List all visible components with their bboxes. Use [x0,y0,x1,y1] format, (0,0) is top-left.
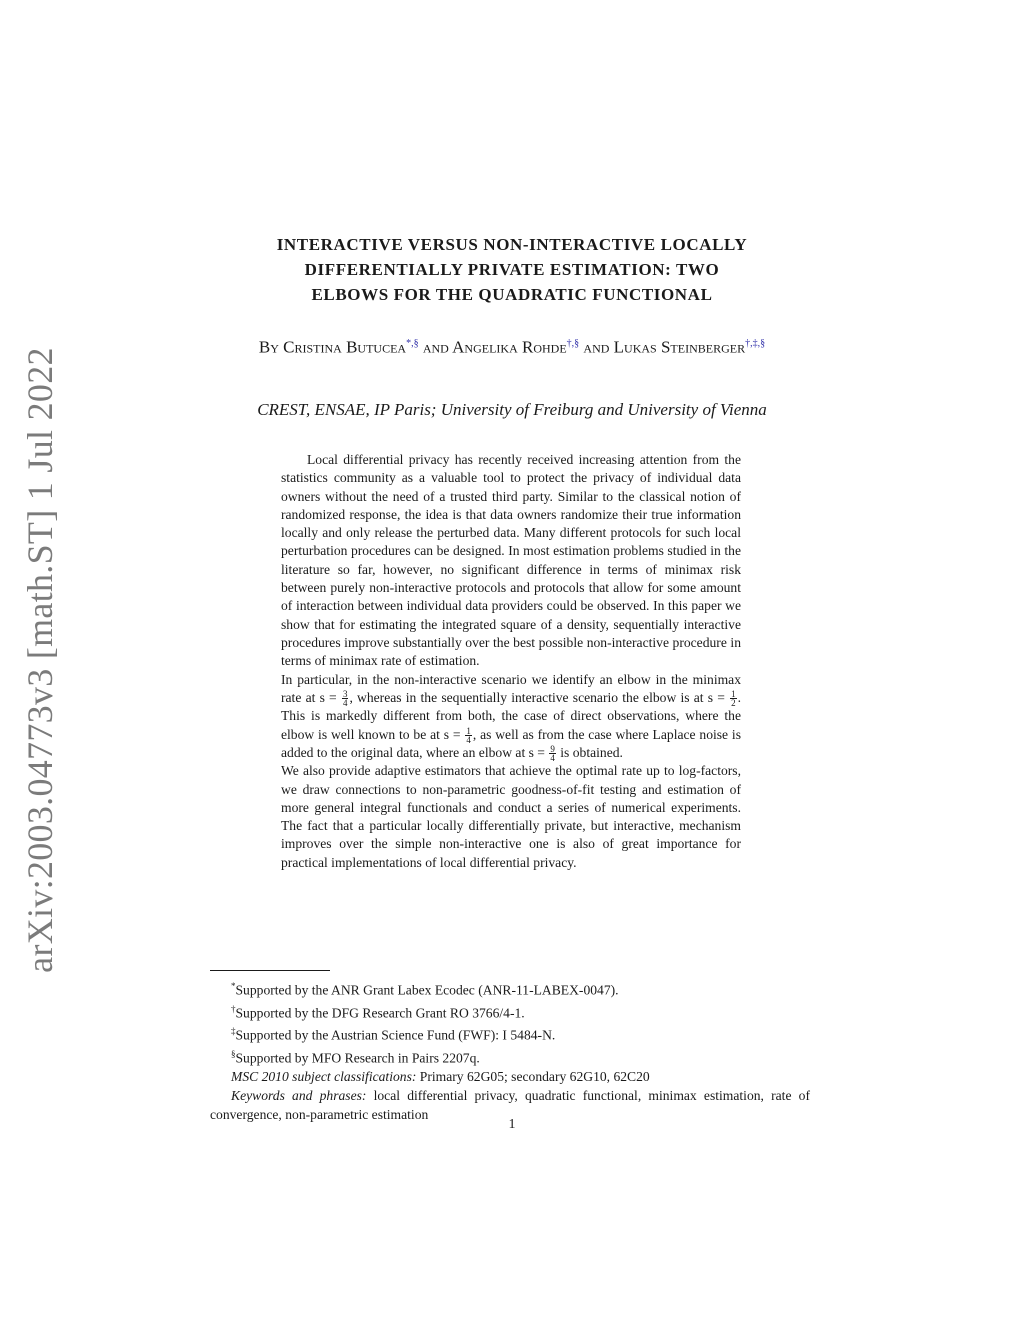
footnote-rule [210,970,330,971]
arxiv-identifier: arXiv:2003.04773v3 [math.ST] 1 Jul 2022 [20,347,60,973]
footnotes [210,977,810,1124]
affiliation: CREST, ENSAE, IP Paris; University of Freiburg and University of Vienna [257,400,767,419]
fraction-numerator: 1 [466,725,471,736]
footnote [210,1000,810,1023]
footnote-mark: † [231,1003,236,1014]
and-label: and [422,337,449,357]
title-line: ELBOWS FOR THE QUADRATIC FUNCTIONAL [311,285,713,304]
footnote-mark: § [231,1048,236,1059]
msc-text: Primary 62G05; secondary 62G10, 62C20 [416,1069,650,1085]
fraction-denominator: 4 [466,734,471,745]
by-label: By [258,337,279,357]
author-name: Lukas Steinberger [613,337,746,357]
footnote [210,977,810,1000]
fraction-numerator: 1 [731,689,736,700]
footnote-text: Supported by the DFG Research Grant RO 3766/4-1. [235,1005,525,1021]
fraction-denominator: 2 [731,698,736,709]
fraction-numerator: 3 [342,689,348,700]
paper-title [200,232,824,307]
author-name: Cristina Butucea [283,337,407,357]
and-label: and [583,337,610,357]
msc-label: MSC 2010 subject classifications: [231,1069,417,1085]
fraction-numerator: 9 [550,744,555,755]
abstract-paragraph [281,671,741,763]
footnote-mark: * [231,981,236,991]
abstract [281,451,741,872]
abstract-text: , as well as from the case where Laplace noise is added to the original data, where an elbow at s = [281,726,741,760]
author-list [210,333,814,359]
footnote [210,1045,810,1068]
footnote [210,1022,810,1045]
abstract-text: In particular, in the non-interactive scenario we identify an elbow in the minimax rate at s = [281,671,741,705]
fraction [730,690,737,707]
author-footnote-marks[interactable]: †,§ [566,338,580,349]
title-line: DIFFERENTIALLY PRIVATE ESTIMATION: TWO [304,260,720,279]
abstract-text: . This is markedly different from both, the case of direct observations, where the elbow is well known to be at s = [281,689,742,742]
fraction-denominator: 4 [550,753,555,764]
author-name: Angelika Rohde [452,337,567,357]
fraction [465,727,472,744]
footnote-mark: ‡ [231,1026,236,1037]
author-footnote-marks[interactable]: †,‡,§ [745,338,766,349]
page-number: 1 [508,1117,516,1132]
msc-classification [210,1067,810,1086]
footnote-text: Supported by the ANR Grant Labex Ecodec (ANR-11-LABEX-0047). [235,982,619,998]
fraction-denominator: 4 [342,698,348,709]
abstract-text: is obtained. [556,744,623,760]
abstract-paragraph: We also provide adaptive estimators that achieve the optimal rate up to log-factors, we draw connections to non-parametric goodness-of-fit testing and estimation of more general integral functionals and conduct a series of numerical experiments. The fact that a particular locally differentially private, but interactive, mechanism improves over the simple non-interactive one is also of great importance for practical implementations of local differential privacy. [281,763,741,870]
abstract-paragraph: Local differential privacy has recently received increasing attention from the statistics community as a valuable tool to protect the privacy of individual data owners without the need of a trusted third party. Similar to the classical notion of randomized response, the idea is that data owners randomize their true information locally and only release the perturbed data. Many different protocols for such local perturbation procedures can be designed. In most estimation problems studied in the literature so far, however, no significant difference in terms of minimax risk between purely non-interactive protocols and protocols that allow for some amount of interaction between individual data providers could be observed. In this paper we show that for estimating the integrated square of a density, sequentially interactive procedures improve substantially over the best possible non-interactive procedure in terms of minimax rate of estimation. [281,452,741,669]
keywords-text: local differential privacy, quadratic functional, minimax estimation, rate of convergence, non-parametric estimation [210,1088,810,1123]
abstract-text: , whereas in the sequentially interactive scenario the elbow is at s = [349,689,730,705]
footnote-text: Supported by the Austrian Science Fund (FWF): I 5484-N. [235,1027,556,1043]
fraction [549,745,556,762]
author-footnote-marks[interactable]: *,§ [406,338,419,349]
footnote-text: Supported by MFO Research in Pairs 2207q. [235,1050,480,1066]
title-line: INTERACTIVE VERSUS NON-INTERACTIVE LOCALLY [276,235,748,254]
fraction [342,690,349,707]
keywords-label: Keywords and phrases: [231,1088,367,1104]
